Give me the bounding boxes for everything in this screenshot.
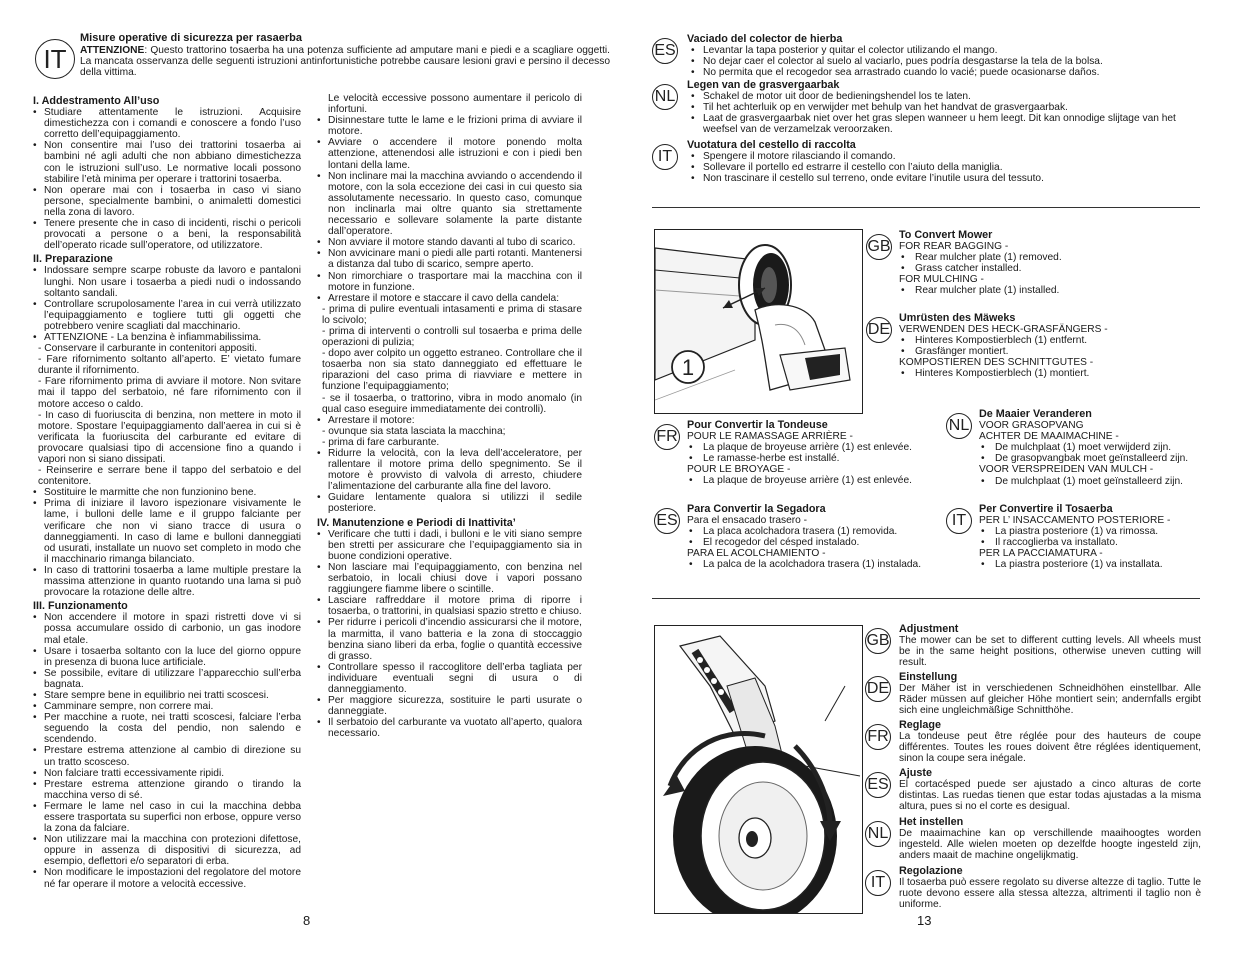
bullet-item: • Fermare le lame nel caso in cui la macchina debba essere trasportata su superfici non erbose, oppure verso la zona da falciare. xyxy=(33,801,301,834)
bullet-item: • Disinnestare tutte le lame e le frizioni prima di avviare il motore. xyxy=(317,115,582,137)
instruction-item: • De grasopvangbak moet geïnstalleerd zijn. xyxy=(979,453,1216,464)
instruction-item: • La palca de la acolchadora trasera (1) instalada. xyxy=(687,559,954,570)
sub-item: - prima di pulire eventuali intasamenti e prima di stasare lo scivolo; xyxy=(322,303,582,326)
bullet-item: • Lasciare raffreddare il motore prima di riporre i tosaerba, o trattorini, in qualsiasi spazio stretto e chiuso. xyxy=(317,595,582,617)
adjustment-section xyxy=(899,624,1201,668)
section-text: De maaimachine kan op verschillende maaihoogtes worden ingesteld. Alle wielen moeten op dezelfde hoogte ingesteld zijn, anders maait de machine ongelijkmatig. xyxy=(899,828,1201,862)
instruction-item: • Hinteres Kompostierblech (1) montiert. xyxy=(899,368,1196,379)
emptying-section xyxy=(687,80,1207,135)
language-badge-es: ES xyxy=(652,38,678,64)
instruction-item: • Il raccoglierba va installato. xyxy=(979,537,1216,548)
language-badge-es: ES xyxy=(654,508,680,534)
section-title: Regolazione xyxy=(899,865,963,877)
section-title: Het instellen xyxy=(899,816,964,828)
language-badge-it: IT xyxy=(652,144,678,170)
instruction-item: • La plaque de broyeuse arrière (1) est enlevée. xyxy=(687,475,954,486)
bullet-item: • Controllare scrupolosamente l’area in cui verrà utilizzato l’equipaggiamento e togliere tutti gli oggetti che potrebbero venire scagliati dal macchinario. xyxy=(33,299,301,332)
mode-label: ACHTER DE MAAIMACHINE - xyxy=(979,431,1119,443)
instruction-item: • Le ramasse-herbe est installé. xyxy=(687,453,954,464)
adjustment-section xyxy=(899,672,1201,716)
bullet-item: • Arrestare il motore: xyxy=(317,415,582,426)
language-badge-de: DE xyxy=(866,317,892,343)
mode-label: Para el ensacado trasero - xyxy=(687,515,808,527)
language-badge-de: DE xyxy=(865,676,891,702)
instruction-item: • Rear mulcher plate (1) removed. xyxy=(899,252,1196,263)
instruction-item: • La plaque de broyeuse arrière (1) est enlevée. xyxy=(687,442,954,453)
sub-item: - In caso di fuoriuscita di benzina, non mettere in moto il motore. Spostare l’equipaggiamento dall’aerea in cui si è verificata la fuoriuscita del carburante ed evitare di provocare qualsiasi tipo di accensione fino a quando i vapori non si siano dissipati. xyxy=(38,409,301,465)
bullet-item: • Prestare estrema attenzione al cambio di direzione su un tratto scosceso. xyxy=(33,745,301,767)
bullet-item: • Non avvicinare mani o piedi alle parti rotanti. Mantenersi a distanza dal tubo di scarico, sempre aperto. xyxy=(317,248,582,270)
instruction-item: • Non trascinare il cestello sul terreno, onde evitare l’inutile usura del tessuto. xyxy=(687,173,1207,184)
sub-item: - Conservare il carburante in contenitori appositi. xyxy=(38,343,258,355)
bullet-item: • Per macchine a ruote, nei tratti scoscesi, falciare l’erba seguendo la costa del pendio, non salendo e scendendo. xyxy=(33,712,301,745)
language-badge-fr: FR xyxy=(654,424,680,450)
section-heading: III. Funzionamento xyxy=(33,600,128,613)
language-badge-fr: FR xyxy=(865,724,891,750)
page-number-left: 8 xyxy=(303,913,311,928)
language-badge-nl: NL xyxy=(865,821,891,847)
wheel-adjustment-illustration xyxy=(655,626,862,913)
section-title: Pour Convertir la Tondeuse xyxy=(687,419,828,431)
paragraph: Le velocità eccessive possono aumentare il pericolo di infortuni. xyxy=(328,93,582,116)
language-badge-it: IT xyxy=(946,508,972,534)
bullet-item: • ATTENZIONE - La benzina è infiammabilissima. xyxy=(33,332,301,343)
divider-1 xyxy=(652,207,1200,208)
adjustment-section xyxy=(899,720,1201,764)
section-title: To Convert Mower xyxy=(899,229,993,241)
adjustment-section xyxy=(899,866,1201,910)
mode-label: PARA EL ACOLCHAMIENTO - xyxy=(687,548,826,560)
mode-label: VOOR VERSPREIDEN VAN MULCH - xyxy=(979,464,1154,476)
section-title: Adjustment xyxy=(899,623,959,635)
bullet-item: • Il serbatoio del carburante va vuotato all’aperto, qualora necessario. xyxy=(317,717,582,739)
bullet-item: • Camminare sempre, non correre mai. xyxy=(33,701,301,712)
instruction-item: • Laat de grasvergaarbak niet over het gras slepen wanneer u hem leegt. Dit kan onnodige slijtage van het weefsel van de verzamelzak veroorzaken. xyxy=(687,113,1207,135)
instruction-item: • Sollevare il portello ed estrarre il cestello con l’aiuto della maniglia. xyxy=(687,162,1207,173)
convert-es xyxy=(654,504,954,571)
sub-item: - prima di fare carburante. xyxy=(322,436,440,448)
language-badge-nl: NL xyxy=(652,84,678,110)
mode-label: PER LA PACCIAMATURA - xyxy=(979,548,1103,560)
section-title: De Maaier Veranderen xyxy=(979,408,1092,420)
attention-paragraph xyxy=(80,45,610,78)
language-badge-gb: GB xyxy=(865,628,891,654)
bullet-item: • Per maggiore sicurezza, sostituire le parti usurate o danneggiate. xyxy=(317,695,582,717)
bullet-item: • Avviare o accendere il motore ponendo molta attenzione, attenendosi alle istruzioni e con i piedi ben lontani della lame. xyxy=(317,137,582,170)
section-heading: II. Preparazione xyxy=(33,253,113,266)
sub-item: - Fare rifornimento prima di avviare il motore. Non svitare mai il tappo del serbatoio, né fare rifornimento con il motore acceso o caldo. xyxy=(38,376,301,410)
section-heading: IV. Manutenzione e Periodi di Inattivita’ xyxy=(317,516,516,529)
section-text: La tondeuse peut être réglée pour des hauteurs de coupe différentes. Toutes les roues doivent être réglées identiquement, sinon la coupe sera inégale. xyxy=(899,731,1201,765)
bullet-item: • Non rimorchiare o trasportare mai la macchina con il motore in funzione. xyxy=(317,271,582,293)
language-badge-nl: NL xyxy=(946,413,972,439)
sub-item: - Fare rifornimento soltanto all’aperto. E’ vietato fumare durante il rifornimento. xyxy=(38,354,301,377)
section-title: Vuotatura del cestello di raccolta xyxy=(687,139,856,151)
bullet-item: • Non modificare le impostazioni del regolatore del motore né far operare il motore a velocità eccessive. xyxy=(33,867,301,889)
instruction-item: • De mulchplaat (1) moet verwijderd zijn. xyxy=(979,442,1216,453)
convert-it xyxy=(946,504,1216,571)
bullet-item: • Non operare mai con i tosaerba in caso vi siano persone, specialmente bambini, o animaletti domestici nella zona di lavoro. xyxy=(33,185,301,218)
bullet-item: • Non consentire mai l’uso dei trattorini tosaerba ai bambini né agli adulti che non abbiano dimestichezza con le istruzioni sull’uso. Le normative locali possono stabilire l’età minima per operare i trattorini tosaerba. xyxy=(33,140,301,184)
figure-wheel-height xyxy=(654,625,863,914)
bullet-item: • Non lasciare mai l’equipaggiamento, con benzina nel serbatoio, in locali chiusi dove i vapori possano raggiungere fiamme libere o scintille. xyxy=(317,562,582,595)
section-title: Legen van de grasvergaarbak xyxy=(687,79,840,91)
bullet-item: • Non utilizzare mai la macchina con protezioni difettose, oppure in assenza di dispositivi di sicurezza, ad esempio, deflettori e/o separatori di erba. xyxy=(33,834,301,867)
figure-rear-mulcher-plate xyxy=(654,229,863,414)
bullet-item: • Non inclinare mai la macchina avviando o accendendo il motore, con la sola eccezione dei casi in cui questo sia assolutamente necessario. In questo caso, comunque non inclinarla mai oltre quanto sia strettamente necessario e sollevare solamente la parte distante dall’operatore. xyxy=(317,171,582,238)
section-text: Der Mäher ist in verschiedenen Schneidhöhen einstellbar. Alle Räder müssen auf gleicher Höhe montiert sein; andernfalls ergibt sich eine ungleichmäßige Schnitthöhe. xyxy=(899,683,1201,717)
section-title: Per Convertire il Tosaerba xyxy=(979,503,1113,515)
figure-callout-1: 1 xyxy=(681,355,695,380)
sub-item: - Reinserire e serrare bene il tappo del serbatoio e del contenitore. xyxy=(38,465,301,488)
section-title: Ajuste xyxy=(899,767,932,779)
bullet-item: • Sostituire le marmitte che non funzionino bene. xyxy=(33,487,301,498)
section-heading: I. Addestramento All’uso xyxy=(33,95,160,107)
instruction-item: • Til het achterluik op en verwijder met behulp van het handvat de grasvergaarbak. xyxy=(687,102,1207,113)
bullet-item: • Indossare sempre scarpe robuste da lavoro e pantaloni lunghi. Non usare i tosaerba a piedi nudi o indossando soltanto sandali. xyxy=(33,265,301,298)
mode-label: POUR LE BROYAGE - xyxy=(687,464,791,476)
instruction-item: • Levantar la tapa posterior y quitar el colector utilizando el mango. xyxy=(687,45,1207,56)
section-title: Einstellung xyxy=(899,671,958,683)
instruction-item: • De mulchplaat (1) moet geïnstalleerd zijn. xyxy=(979,476,1216,487)
mode-label: VERWENDEN DES HECK-GRASFÄNGERS - xyxy=(899,324,1108,336)
mode-label: FOR REAR BAGGING - xyxy=(899,241,1009,253)
convert-nl xyxy=(946,409,1216,487)
language-badge-gb: GB xyxy=(866,234,892,260)
safety-title: Misure operative di sicurezza per rasaerba xyxy=(80,32,302,44)
emptying-section xyxy=(687,140,1207,184)
instruction-item: • La piastra posteriore (1) va rimossa. xyxy=(979,526,1216,537)
attention-text: : Questo trattorino tosaerba ha una potenza sufficiente ad amputare mani e piedi e a scagliare oggetti. La mancata osservanza delle seguenti istruzioni antinfortunistiche potrebbe causare lesioni gravi e persino il decesso della vittima. xyxy=(80,45,610,79)
bullet-item: • Studiare attentamente le istruzioni. Acquisire dimestichezza con i comandi e conoscere a fondo l’uso corretto dell’equipaggiamento. xyxy=(33,107,301,140)
sub-item: - ovunque sia stata lasciata la macchina; xyxy=(322,425,506,437)
bullet-item: • Ridurre la velocità, con la leva dell’acceleratore, per rallentare il motore prima dello spegnimento. Se il motore è provvisto di valvola di arresto, chiudere l’alimentazione del carburante alla fine del lavoro. xyxy=(317,448,582,492)
sub-item: - dopo aver colpito un oggetto estraneo. Controllare che il tosaerba non sia stato danneggiato ed effettuare le riparazioni del caso prima di riavviare e mettere in funzione l’equipaggiamento; xyxy=(322,348,582,393)
section-title: Reglage xyxy=(899,719,942,731)
language-badge-it: IT xyxy=(35,39,75,79)
bullet-item: • Non accendere il motore in spazi ristretti dove vi si possa accumulare ossido di carbonio, un gas inodore mal etale. xyxy=(33,612,301,645)
instruction-item: • No permita que el recogedor sea arrastrado cuando lo vacié; puede ocasionarse daños. xyxy=(687,67,1207,78)
sub-item: - prima di interventi o controlli sul tosaerba e prima delle operazioni di pulizia; xyxy=(322,325,582,349)
section-title: Vaciado del colector de hierba xyxy=(687,33,843,45)
convert-fr xyxy=(654,420,954,487)
bullet-item: • Usare i tosaerba soltanto con la luce del giorno oppure in presenza di buona luce artificiale. xyxy=(33,646,301,668)
section-title: Para Convertir la Segadora xyxy=(687,503,826,515)
bullet-item: • Controllare spesso il raccoglitore dell’erba tagliata per individuare eventuali segni di usura o di danneggiamento. xyxy=(317,662,582,695)
instruction-item: • La piastra posteriore (1) va installata. xyxy=(979,559,1216,570)
divider-2 xyxy=(652,598,1200,599)
section-text: The mower can be set to different cutting levels. All wheels must be in the same height positions, otherwise uneven cutting will result. xyxy=(899,635,1201,669)
section-title: Umrüsten des Mäweks xyxy=(899,312,1016,324)
bullet-item: • In caso di trattorini tosaerba a lame multiple prestare la massima attenzione in quanto ruotando una lama si può provocare la rotazione delle altre. xyxy=(33,565,301,598)
adjustment-section xyxy=(899,768,1201,812)
language-badge-es: ES xyxy=(865,772,891,798)
section-text: El cortacésped puede ser ajustado a cinco alturas de corte distintas. Las ruedas tienen que estar todas ajustadas a la misma altura, pues si no el corte es desigual. xyxy=(899,779,1201,813)
bullet-item: • Verificare che tutti i dadi, i bulloni e le viti siano sempre ben stretti per assicurare che l’equipaggiamento sia in buone condizioni operative. xyxy=(317,529,582,562)
instruction-item: • Hinteres Kompostierblech (1) entfernt. xyxy=(899,335,1196,346)
bullet-item: • Guidare lentamente qualora si utilizzi il sedile posteriore. xyxy=(317,492,582,514)
language-badge-it: IT xyxy=(865,870,891,896)
instruction-item: • Spengere il motore rilasciando il comando. xyxy=(687,151,1207,162)
bullet-item: • Se possibile, evitare di utilizzare l’apparecchio sull’erba bagnata. xyxy=(33,668,301,690)
section-text: Il tosaerba può essere regolato su diverse altezze di taglio. Tutte le ruote devono essere alla stessa altezza, altrimenti il taglio non è uniforme. xyxy=(899,877,1201,911)
mulcher-plate-illustration xyxy=(655,230,862,413)
safety-column-1 xyxy=(33,93,301,890)
instruction-item: • Grass catcher installed. xyxy=(899,263,1196,274)
page-number-right: 13 xyxy=(917,913,932,928)
bullet-item: • Stare sempre bene in equilibrio nei tratti scoscesi. xyxy=(33,690,301,701)
bullet-item: • Prestare estrema attenzione girando o tirando la macchina verso di sé. xyxy=(33,779,301,801)
instruction-item: • Grasfänger montiert. xyxy=(899,346,1196,357)
bullet-item: • Non falciare tratti eccessivamente ripidi. xyxy=(33,768,301,779)
adjustment-section xyxy=(899,817,1201,861)
safety-column-2 xyxy=(317,93,582,739)
convert-de xyxy=(866,313,1196,380)
bullet-item: • Prima di iniziare il lavoro ispezionare visivamente le lame, i bulloni delle lame e il gruppo falciante per verificare che non vi siano tracce di usura o danneggiamenti. In caso di lame e bulloni danneggiati od usurati, installate un nuovo set completo in modo che il macchinario rimanga bilanciato. xyxy=(33,498,301,565)
mode-label: PER L’ INSACCAMENTO POSTERIORE - xyxy=(979,515,1171,527)
mode-label: POUR LE RAMASSAGE ARRIÈRE - xyxy=(687,431,853,443)
bullet-item: • Tenere presente che in caso di incidenti, rischi o pericoli provocati a persone o a beni, la responsabilità dell’operato ricade sull’operatore, od utilizzatore. xyxy=(33,218,301,251)
bullet-item: • Per ridurre i pericoli d’incendio assicurarsi che il motore, la marmitta, il vano batteria e la zona di stoccaggio benzina siano liberi da erba, foglie o quantità eccessive di grasso. xyxy=(317,617,582,661)
mode-label: FOR MULCHING - xyxy=(899,274,984,286)
instruction-item: • El recogedor del césped instalado. xyxy=(687,537,954,548)
sub-item: - se il tosaerba, o trattorino, vibra in modo anomalo (in qual caso eseguire immediatamente dei controlli). xyxy=(322,392,582,415)
instruction-item: • No dejar caer el colector al suelo al vaciarlo, pues podría desgastarse la tela de la bolsa. xyxy=(687,56,1207,67)
bullet-item: • Arrestare il motore e staccare il cavo della candela: xyxy=(317,293,582,304)
bullet-item: • Non avviare il motore stando davanti al tubo di scarico. xyxy=(317,237,582,248)
instruction-item: • Schakel de motor uit door de bedieningshendel los te laten. xyxy=(687,91,1207,102)
mode-label: KOMPOSTIEREN DES SCHNITTGUTES - xyxy=(899,357,1094,369)
instruction-item: • La placa acolchadora trasera (1) removida. xyxy=(687,526,954,537)
emptying-section xyxy=(687,34,1207,78)
attention-label: ATTENZIONE xyxy=(80,45,145,56)
mode-label: VOOR GRASOPVANG xyxy=(979,420,1084,432)
instruction-item: • Rear mulcher plate (1) installed. xyxy=(899,285,1196,296)
convert-gb xyxy=(866,230,1196,297)
safety-header xyxy=(80,33,370,44)
